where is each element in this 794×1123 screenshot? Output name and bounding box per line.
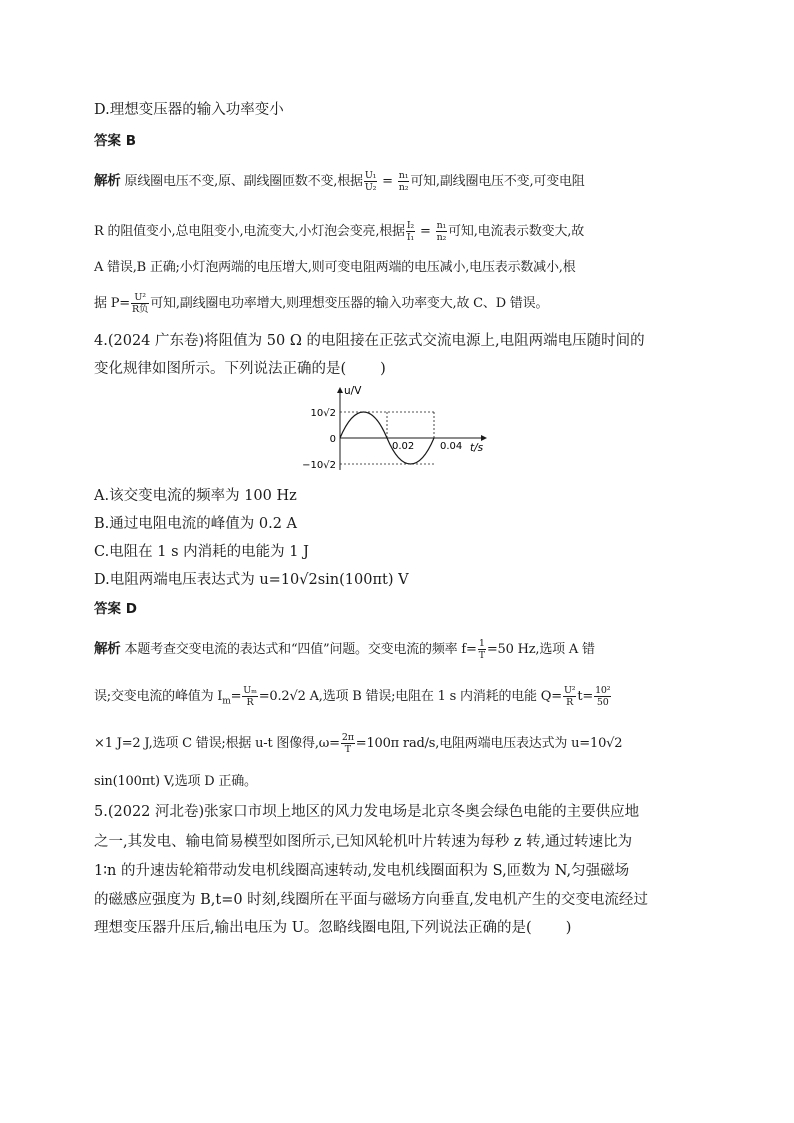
- text-run: 变化规律如图所示。下列说法正确的是(: [94, 361, 347, 377]
- text-run: ): [565, 920, 572, 936]
- t1-label: 0.02: [392, 441, 415, 452]
- fraction-u1-u2: $\frac{\text{U₁}}{\text{U₂}}$: [364, 170, 377, 193]
- text-run: 误;交变电流的峰值为 I: [94, 689, 223, 704]
- q4-option-a: A.该交变电流的频率为 100 Hz: [94, 488, 297, 504]
- text-run: 原线圈电压不变,原、副线圈匝数不变,根据: [124, 174, 363, 189]
- q5-stem-line4: 的磁感应强度为 B,t=0 时刻,线圈所在平面与磁场方向垂直,发电机产生的交变电流经过: [94, 892, 648, 908]
- text-run: 理想变压器升压后,输出电压为 U。忽略线圈电阻,下列说法正确的是(: [94, 920, 532, 936]
- q5-stem-line5: [94, 918, 571, 938]
- text-run: =100π rad/s,电阻两端电压表达式为 u=10√2: [355, 736, 623, 751]
- text-run: =50 Hz,选项 A 错: [486, 642, 595, 657]
- fraction-u2-rload: $\frac{\text{U²}}{\text{R负}}$: [131, 292, 149, 315]
- q4-explanation-line1: [94, 638, 595, 661]
- fraction-1-T: $\frac{1}{T}$: [478, 638, 485, 661]
- q4-stem-line2: [94, 359, 386, 379]
- fraction-u2-r: $\frac{\text{U²}}{R}$: [563, 685, 576, 708]
- q4-option-b: B.通过电阻电流的峰值为 0.2 A: [94, 516, 298, 532]
- subscript-m: m: [222, 696, 231, 707]
- q3-explanation-line3: A 错误,B 正确;小灯泡两端的电压增大,则可变电阻两端的电压减小,电压表示数减小,根: [94, 260, 576, 275]
- explanation-label: 解析: [94, 641, 121, 657]
- q3-answer: 答案 B: [94, 133, 136, 149]
- voltage-time-graph: [300, 382, 500, 474]
- fraction-100-50: $\frac{\text{10²}}{50}$: [595, 685, 611, 708]
- q4-answer: 答案 D: [94, 601, 137, 617]
- fraction-n1-n2: $\frac{\text{n₁}}{\text{n₂}}$: [436, 220, 447, 243]
- text-run: =0.2√2 A,选项 B 错误;电阻在 1 s 内消耗的电能 Q=: [258, 689, 562, 704]
- text-run: 据 P=: [94, 296, 130, 311]
- text-run: R 的阻值变小,总电阻变小,电流变大,小灯泡会变亮,根据: [94, 224, 405, 239]
- fraction-2pi-T: $\frac{2\pi}{T}$: [341, 732, 354, 755]
- q3-explanation-line2: R 的阻值变小,总电阻变小,电流变大,小灯泡会变亮,根据 $\frac{\text{I₂}}{\text{I₁}}$ = $\frac{\text{n₁}}{\text{n₂}}$ 可知,电流表示数变大,故: [94, 220, 584, 243]
- fraction-i2-i1: $\frac{\text{I₂}}{\text{I₁}}$: [406, 220, 415, 243]
- q5-stem-line3: 1∶n 的升速齿轮箱带动发电机线圈高速转动,发电机线圈面积为 S,匝数为 N,匀强磁场: [94, 863, 630, 879]
- text-run: ): [380, 361, 386, 377]
- q4-explanation-line3: [94, 732, 622, 755]
- q4-option-c: C.电阻在 1 s 内消耗的电能为 1 J: [94, 544, 309, 560]
- y-max-label: 10√2: [310, 408, 336, 419]
- origin-label: 0: [329, 434, 336, 445]
- fraction-n1-n2: $\frac{\text{n₁}}{\text{n₂}}$: [398, 170, 409, 193]
- text-run: t=: [577, 689, 594, 704]
- t2-label: 0.04: [440, 441, 463, 452]
- text-run: 可知,副线圈电功率增大,则理想变压器的输入功率变大,故 C、D 错误。: [150, 296, 549, 311]
- q4-explanation-line2: 误;交变电流的峰值为 $I_m=$ $\frac{\text{Uₘ}}{R}$ =0.2√2 A,选项 B 错误;电阻在 1 s 内消耗的电能 Q= $\frac{\text{U²}}{R}$ t= $\frac{\text{10²}}{50}$: [94, 685, 611, 708]
- q5-stem-line1: 5.(2022 河北卷)张家口市坝上地区的风力发电场是北京冬奥会绿色电能的主要供应地: [94, 804, 640, 820]
- explanation-label: 解析: [94, 173, 121, 189]
- fraction-um-r: $\frac{\text{Uₘ}}{R}$: [243, 685, 257, 708]
- q4-stem-line1: 4.(2024 广东卷)将阻值为 50 Ω 的电阻接在正弦式交流电源上,电阻两端电压随时间的: [94, 333, 645, 349]
- q4-option-d: D.电阻两端电压表达式为 u=10√2sin(100πt) V: [94, 572, 409, 588]
- q4-explanation-line4: sin(100πt) V,选项 D 正确。: [94, 774, 257, 789]
- x-axis-label: t/s: [470, 442, 484, 454]
- text-run: 可知,副线圈电压不变,可变电阻: [410, 174, 585, 189]
- y-min-label: −10√2: [302, 460, 336, 471]
- text-run: 可知,电流表示数变大,故: [448, 224, 584, 239]
- q5-stem-line2: 之一,其发电、输电简易模型如图所示,已知风轮机叶片转速为每秒 z 转,通过转速比为: [94, 834, 633, 850]
- text-run: 本题考查交变电流的表达式和“四值”问题。交变电流的频率 f=: [124, 642, 477, 657]
- q3-explanation-line1: 解析 原线圈电压不变,原、副线圈匝数不变,根据 $\frac{\text{U₁}}{\text{U₂}}$ = $\frac{\text{n₁}}{\text{n₂}}$ 可知,副线圈电压不变,可变电阻: [94, 170, 585, 193]
- q3-explanation-line4: [94, 292, 548, 315]
- q3-option-d: D.理想变压器的输入功率变小: [94, 102, 284, 118]
- text-run: ×1 J=2 J,选项 C 错误;根据 u-t 图像得,ω=: [94, 736, 340, 751]
- y-axis-label: u/V: [344, 385, 362, 397]
